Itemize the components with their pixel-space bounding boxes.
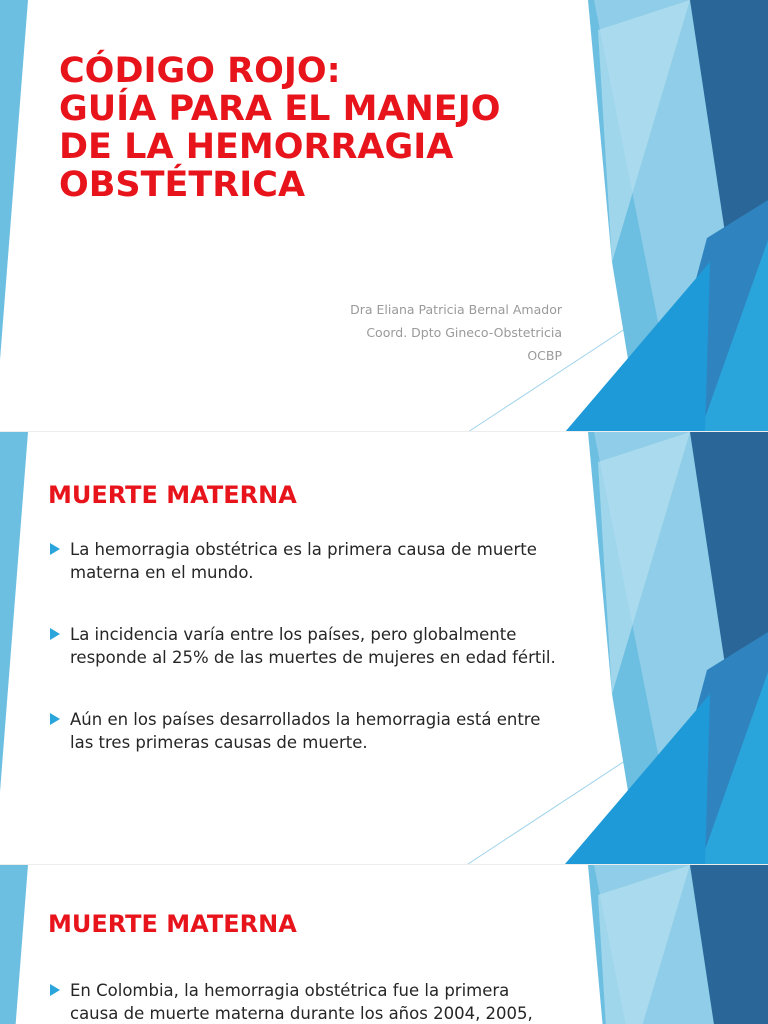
slide-heading: MUERTE MATERNA: [48, 481, 297, 509]
bullet-text: causa de muerte materna durante los años 2004, 2005,: [70, 1004, 533, 1023]
bullet-item: [48, 979, 568, 1024]
bullet-text: las tres primeras causas de muerte.: [70, 733, 368, 752]
bullet-arrow-icon: [50, 713, 60, 725]
bullet-item: [48, 708, 568, 754]
bullet-text: La incidencia varía entre los países, pero globalmente: [70, 625, 517, 644]
author-role: Coord. Dpto Gineco-Obstetricia: [366, 325, 562, 340]
bullet-text: Aún en los países desarrollados la hemorragia está entre: [70, 710, 541, 729]
author-org: OCBP: [527, 348, 562, 363]
bullet-text: La hemorragia obstétrica es la primera causa de muerte: [70, 540, 537, 559]
bullet-arrow-icon: [50, 628, 60, 640]
bullet-arrow-icon: [50, 543, 60, 555]
slide-title: [0, 0, 768, 432]
bullet-arrow-icon: [50, 984, 60, 996]
bullet-list: [48, 538, 568, 793]
title-line: OBSTÉTRICA: [59, 165, 306, 205]
slide-muerte-materna-2: [0, 865, 768, 1024]
slide-muerte-materna-1: [0, 432, 768, 865]
bullet-text: responde al 25% de las muertes de mujeres en edad fértil.: [70, 648, 556, 667]
bullet-list: [48, 979, 568, 1024]
slide-heading: MUERTE MATERNA: [48, 910, 297, 938]
bullet-item: [48, 623, 568, 669]
title-line: DE LA HEMORRAGIA: [59, 127, 454, 167]
title-line: CÓDIGO ROJO:: [59, 51, 341, 91]
bullet-text: En Colombia, la hemorragia obstétrica fue la primera: [70, 981, 510, 1000]
title-line: GUÍA PARA EL MANEJO: [59, 89, 501, 129]
bullet-item: [48, 538, 568, 584]
author-name: Dra Eliana Patricia Bernal Amador: [350, 302, 562, 317]
presentation-title: [59, 52, 500, 204]
bullet-text: materna en el mundo.: [70, 563, 254, 582]
author-info: [350, 298, 562, 367]
